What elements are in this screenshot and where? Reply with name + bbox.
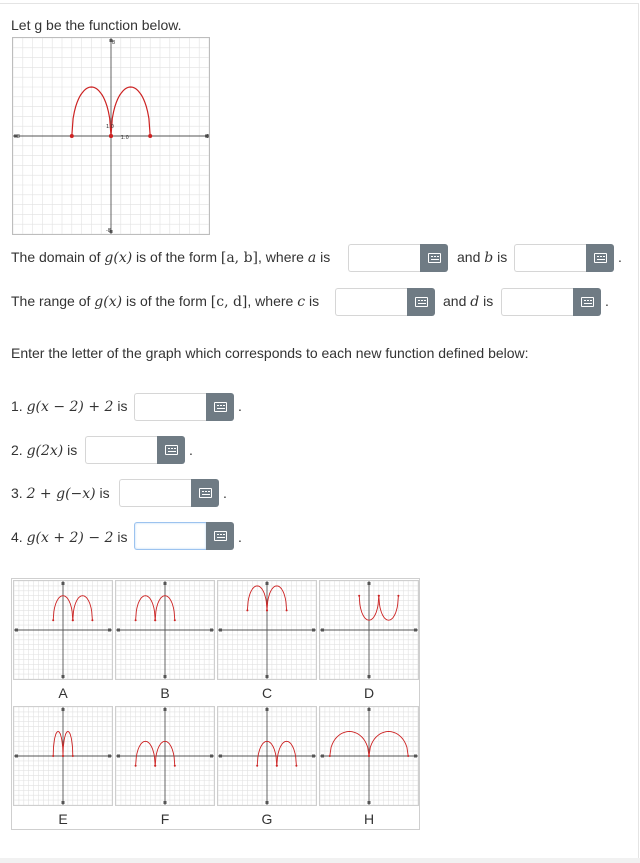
x-axis-arrow-right: [312, 629, 315, 632]
q3-keypad-button[interactable]: [191, 479, 219, 507]
option-graph-g-svg: [218, 707, 316, 805]
q3-num: 3.: [11, 485, 23, 501]
option-graph-e: [13, 706, 113, 806]
range-d-keypad-button[interactable]: [573, 288, 601, 316]
q2-expr: g(2x): [26, 443, 64, 459]
range-and: and: [443, 293, 471, 309]
x-axis-arrow-left: [321, 755, 324, 758]
endpoint-dot: [154, 765, 156, 767]
x-axis-arrow-left: [15, 755, 18, 758]
domain-question: [11, 249, 330, 266]
y-axis-arrow-bottom: [164, 801, 167, 804]
x-axis-arrow-left: [117, 629, 120, 632]
option-graph-f: [115, 706, 215, 806]
function-graph: [12, 37, 210, 235]
domain-b-keypad-button[interactable]: [586, 244, 614, 272]
y-axis-arrow-bottom: [266, 675, 269, 678]
x-axis-arrow-left: [219, 629, 222, 632]
y-min-label: -8: [106, 228, 111, 234]
q1-num: 1.: [11, 398, 23, 414]
domain-a-field[interactable]: [348, 244, 420, 272]
endpoint-dot: [135, 619, 137, 621]
range-is2: is: [479, 293, 494, 309]
option-graph-h: [319, 706, 419, 806]
endpoint-dot: [174, 765, 176, 767]
q1-field[interactable]: [134, 393, 206, 421]
domain-b-input[interactable]: [514, 244, 614, 272]
endpoint-dot: [62, 755, 64, 757]
q2-num: 2.: [11, 442, 23, 458]
range-end: .: [605, 293, 609, 309]
q2-field[interactable]: [85, 436, 157, 464]
endpoint-dot: [329, 755, 331, 757]
keypad-icon: [214, 531, 227, 541]
option-graph-f-svg: [116, 707, 214, 805]
domain-and-b: [457, 249, 507, 266]
function-graph-svg: [13, 38, 209, 234]
instruction-text: Enter the letter of the graph which corresponds to each new function defined below:: [11, 345, 529, 361]
domain-pre: The domain of: [11, 249, 105, 265]
option-graph-c-svg: [218, 581, 316, 679]
domain-is: is: [316, 249, 331, 265]
option-graph-a-svg: [14, 581, 112, 679]
domain-fn: g(x): [104, 250, 133, 266]
endpoint-dot: [397, 595, 399, 597]
endpoint-dot: [72, 755, 74, 757]
x-tick-label: 1.0: [120, 135, 129, 141]
option-graph-b-svg: [116, 581, 214, 679]
range-d-input[interactable]: [501, 288, 601, 316]
domain-mid: is of the form: [132, 249, 221, 265]
endpoint-dot: [52, 619, 54, 621]
range-question: [11, 293, 319, 310]
range-is: is: [305, 293, 320, 309]
options-panel: [11, 578, 420, 830]
x-axis-arrow-left: [15, 629, 18, 632]
domain-var-a: a: [307, 250, 317, 266]
endpoint-dot: [91, 619, 93, 621]
x-axis-arrow-right: [210, 755, 213, 758]
q1-is: is: [113, 398, 128, 414]
y-axis-arrow-bottom: [164, 675, 167, 678]
q4-keypad-button[interactable]: [206, 522, 234, 550]
endpoint-dot: [286, 609, 288, 611]
domain-a-input[interactable]: [348, 244, 448, 272]
q1-input[interactable]: [134, 393, 234, 421]
option-label-g: G: [261, 811, 273, 827]
y-tick-label: 1.0: [106, 124, 114, 131]
x-axis-arrow-left: [321, 629, 324, 632]
q2-is: is: [63, 442, 78, 458]
y-max-label: 8: [112, 40, 116, 46]
range-c-field[interactable]: [335, 288, 407, 316]
endpoint-dot: [368, 755, 370, 757]
q4-expr: g(x + 2) − 2: [26, 530, 114, 546]
endpoint-dot: [256, 765, 258, 767]
x-axis-arrow-left: [219, 755, 222, 758]
option-graph-c: [217, 580, 317, 680]
endpoint-dot: [378, 595, 380, 597]
domain-var-b: b: [484, 250, 494, 266]
option-label-d: D: [363, 685, 375, 701]
domain-where: , where: [258, 249, 308, 265]
x-axis-arrow-right: [414, 629, 417, 632]
endpoint-dot: [109, 134, 113, 138]
x-axis-arrow-right: [108, 755, 111, 758]
x-axis-arrow-left: [117, 755, 120, 758]
endpoint-dot: [154, 619, 156, 621]
endpoint-dot: [266, 609, 268, 611]
q2-input[interactable]: [85, 436, 185, 464]
option-graph-d-svg: [320, 581, 418, 679]
range-fn: g(x): [94, 294, 123, 310]
endpoint-dot: [358, 595, 360, 597]
q2-end: .: [189, 442, 193, 458]
x-min-label: -8: [15, 134, 20, 140]
option-label-a: A: [58, 685, 68, 701]
endpoint-dot: [70, 134, 74, 138]
endpoint-dot: [72, 619, 74, 621]
range-c-keypad-button[interactable]: [407, 288, 435, 316]
question-3: [11, 485, 110, 502]
domain-a-keypad-button[interactable]: [420, 244, 448, 272]
endpoint-dot: [135, 765, 137, 767]
range-pre: The range of: [11, 293, 95, 309]
range-c-input[interactable]: [335, 288, 435, 316]
q3-expr: 2 + g(−x): [26, 486, 96, 502]
domain-interval: [a, b]: [220, 250, 259, 266]
y-axis-arrow-top: [164, 582, 167, 585]
y-axis-arrow-bottom: [368, 675, 371, 678]
option-graph-b: [115, 580, 215, 680]
range-interval: [c, d]: [210, 294, 248, 310]
prompt-text: Let g be the function below.: [11, 17, 182, 33]
y-axis-arrow-top: [62, 582, 65, 585]
question-4: [11, 529, 127, 546]
x-axis-arrow-right: [108, 629, 111, 632]
endpoint-dot: [174, 619, 176, 621]
range-var-d: d: [470, 294, 480, 310]
range-and-d: [443, 293, 493, 310]
q4-input[interactable]: [134, 522, 234, 550]
keypad-icon: [428, 253, 441, 263]
keypad-icon: [165, 445, 178, 455]
option-label-e: E: [58, 811, 68, 827]
option-graph-d: [319, 580, 419, 680]
y-axis-arrow-bottom: [266, 801, 269, 804]
y-axis-arrow-top: [368, 582, 371, 585]
option-graph-h-svg: [320, 707, 418, 805]
y-axis-arrow-top: [164, 708, 167, 711]
option-graph-g: [217, 706, 317, 806]
question-2: [11, 442, 77, 459]
endpoint-dot: [52, 755, 54, 757]
endpoint-dot: [246, 609, 248, 611]
y-axis-arrow-top: [62, 708, 65, 711]
y-axis-arrow-top: [368, 708, 371, 711]
y-axis-arrow-top: [266, 582, 269, 585]
q3-is: is: [95, 485, 110, 501]
keypad-icon: [594, 253, 607, 263]
option-graph-a: [13, 580, 113, 680]
range-d-field[interactable]: [501, 288, 573, 316]
range-where: , where: [247, 293, 298, 309]
q1-keypad-button[interactable]: [206, 393, 234, 421]
range-var-c: c: [297, 294, 306, 310]
endpoint-dot: [276, 765, 278, 767]
keypad-icon: [214, 402, 227, 412]
option-label-c: C: [261, 685, 273, 701]
keypad-icon: [581, 297, 594, 307]
q4-num: 4.: [11, 529, 23, 545]
q3-input[interactable]: [119, 479, 219, 507]
x-axis-arrow-right: [312, 755, 315, 758]
q2-keypad-button[interactable]: [157, 436, 185, 464]
x-max-label: 8: [206, 134, 209, 140]
range-mid: is of the form: [122, 293, 211, 309]
q3-field[interactable]: [119, 479, 191, 507]
q4-field[interactable]: [134, 522, 206, 550]
question-1: [11, 398, 127, 415]
q4-is: is: [113, 529, 128, 545]
q1-end: .: [238, 398, 242, 414]
q4-end: .: [238, 529, 242, 545]
option-label-f: F: [160, 811, 170, 827]
option-graph-e-svg: [14, 707, 112, 805]
keypad-icon: [415, 297, 428, 307]
keypad-icon: [199, 488, 212, 498]
y-axis-arrow-bottom: [368, 801, 371, 804]
y-axis-arrow-bottom: [62, 801, 65, 804]
y-axis-arrow-bottom: [62, 675, 65, 678]
q3-end: .: [223, 485, 227, 501]
y-axis-arrow-top: [266, 708, 269, 711]
endpoint-dot: [295, 765, 297, 767]
bottom-divider: [0, 858, 640, 863]
endpoint-dot: [407, 755, 409, 757]
option-label-h: H: [363, 811, 375, 827]
x-axis-arrow-right: [414, 755, 417, 758]
domain-is2: is: [493, 249, 508, 265]
q1-expr: g(x − 2) + 2: [26, 399, 114, 415]
domain-and: and: [457, 249, 485, 265]
domain-end: .: [618, 249, 622, 265]
option-label-b: B: [160, 685, 170, 701]
endpoint-dot: [148, 134, 152, 138]
domain-b-field[interactable]: [514, 244, 586, 272]
x-axis-arrow-right: [210, 629, 213, 632]
